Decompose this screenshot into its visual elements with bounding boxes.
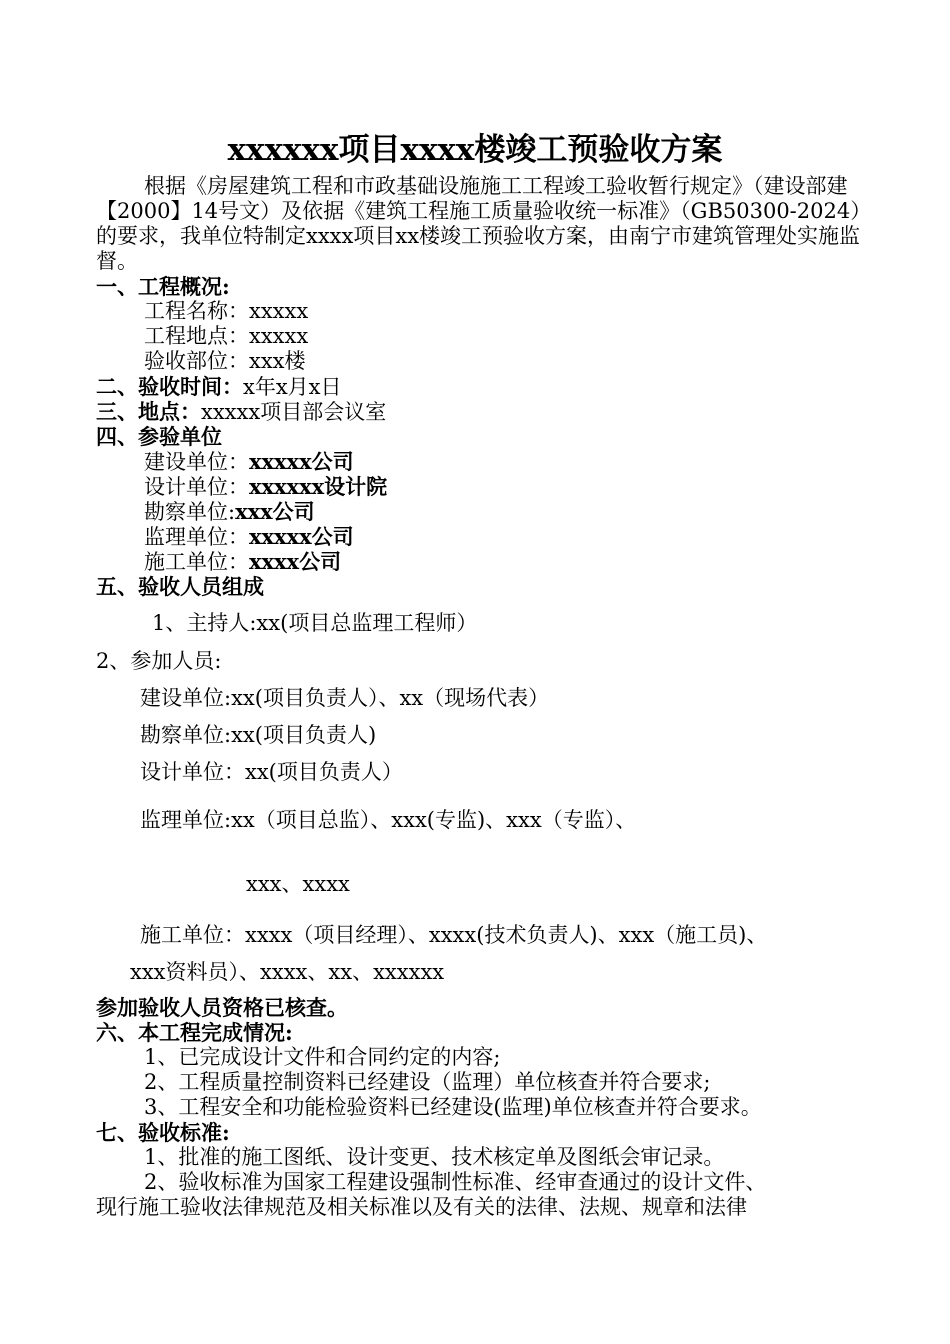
section-7-heading: 七、验收标准: — [96, 1120, 230, 1145]
acceptance-part-value: xxx楼 — [249, 349, 306, 373]
unit-value: xxxxxx设计院 — [249, 474, 388, 499]
project-name-value: xxxxx — [249, 299, 309, 323]
unit-label: 勘察单位: — [144, 500, 236, 524]
standard-item-2: 2、验收标准为国家工程建设强制性标准、经审查通过的设计文件、 — [144, 1170, 767, 1194]
location-value: xxxxx项目部会议室 — [201, 400, 387, 424]
section-6-heading: 六、本工程完成情况: — [96, 1020, 293, 1045]
page-title: xxxxxx项目xxxx楼竣工预验收方案 — [227, 132, 723, 168]
completion-item: 1、已完成设计文件和合同约定的内容; — [144, 1045, 501, 1069]
project-name-row — [144, 299, 308, 324]
host-line: 1、主持人:xx(项目总监理工程师） — [152, 611, 478, 635]
unit-row-design — [144, 474, 387, 500]
unit-label: 施工单位： — [144, 550, 249, 574]
participants-label: 2、参加人员: — [96, 649, 222, 673]
participant-owner: 建设单位:xx(项目负责人）、xx（现场代表） — [140, 686, 550, 710]
participant-survey: 勘察单位:xx(项目负责人) — [140, 723, 377, 747]
acceptance-part-label: 验收部位： — [144, 349, 249, 373]
section-2-row — [96, 374, 342, 400]
participant-design: 设计单位：xx(项目负责人） — [140, 760, 403, 784]
intro-paragraph: 根据《房屋建筑工程和市政基础设施施工工程竣工验收暂行规定》（建设部建【2000】14号文）及依据《建筑工程施工质量验收统一标准》（GB50300-2024）的要求，我单位特制定xxxx项目xx楼竣工预验收方案，由南宁市建筑管理处实施监督。 — [96, 174, 861, 273]
project-site-value: xxxxx — [249, 324, 309, 348]
unit-value: xxx公司 — [235, 499, 315, 524]
unit-row-construction — [144, 549, 341, 575]
unit-label: 设计单位： — [144, 475, 249, 499]
unit-label: 建设单位： — [144, 450, 249, 474]
unit-value: xxxxx公司 — [249, 524, 354, 549]
unit-row-survey — [144, 499, 315, 525]
participant-construction-cont: xxx资料员）、xxxx、xx、xxxxxx — [130, 960, 445, 984]
unit-value: xxxxx公司 — [249, 449, 354, 474]
unit-row-owner — [144, 449, 354, 475]
standard-item-1: 1、批准的施工图纸、设计变更、技术核定单及图纸会审记录。 — [144, 1145, 725, 1169]
acceptance-time-value: x年x月x日 — [243, 375, 342, 399]
section-3-row — [96, 399, 386, 425]
section-3-heading: 三、地点： — [96, 399, 201, 424]
project-site-row — [144, 324, 308, 349]
unit-value: xxxx公司 — [249, 549, 342, 574]
standard-item-2-cont: 现行施工验收法律规范及相关标准以及有关的法律、法规、规章和法律 — [96, 1195, 747, 1219]
section-1-heading: 一、工程概况: — [96, 274, 230, 299]
completion-item: 2、工程质量控制资料已经建设（监理）单位核查并符合要求; — [144, 1070, 711, 1094]
section-2-heading: 二、验收时间： — [96, 374, 243, 399]
unit-row-supervision — [144, 524, 354, 550]
project-name-label: 工程名称： — [144, 299, 249, 323]
participant-supervision-cont: xxx、xxxx — [246, 872, 350, 896]
participant-construction: 施工单位：xxxx（项目经理）、xxxx(技术负责人)、xxx（施工员)、 — [140, 923, 768, 947]
section-5-heading: 五、验收人员组成 — [96, 574, 264, 599]
unit-label: 监理单位： — [144, 525, 249, 549]
completion-item: 3、工程安全和功能检验资料已经建设(监理)单位核查并符合要求。 — [144, 1095, 762, 1119]
qualification-note: 参加验收人员资格已核查。 — [96, 995, 348, 1020]
acceptance-part-row — [144, 349, 306, 374]
project-site-label: 工程地点： — [144, 324, 249, 348]
section-4-heading: 四、参验单位 — [96, 424, 222, 449]
participant-supervision: 监理单位:xx（项目总监）、xxx(专监)、xxx（专监）、 — [140, 808, 637, 832]
